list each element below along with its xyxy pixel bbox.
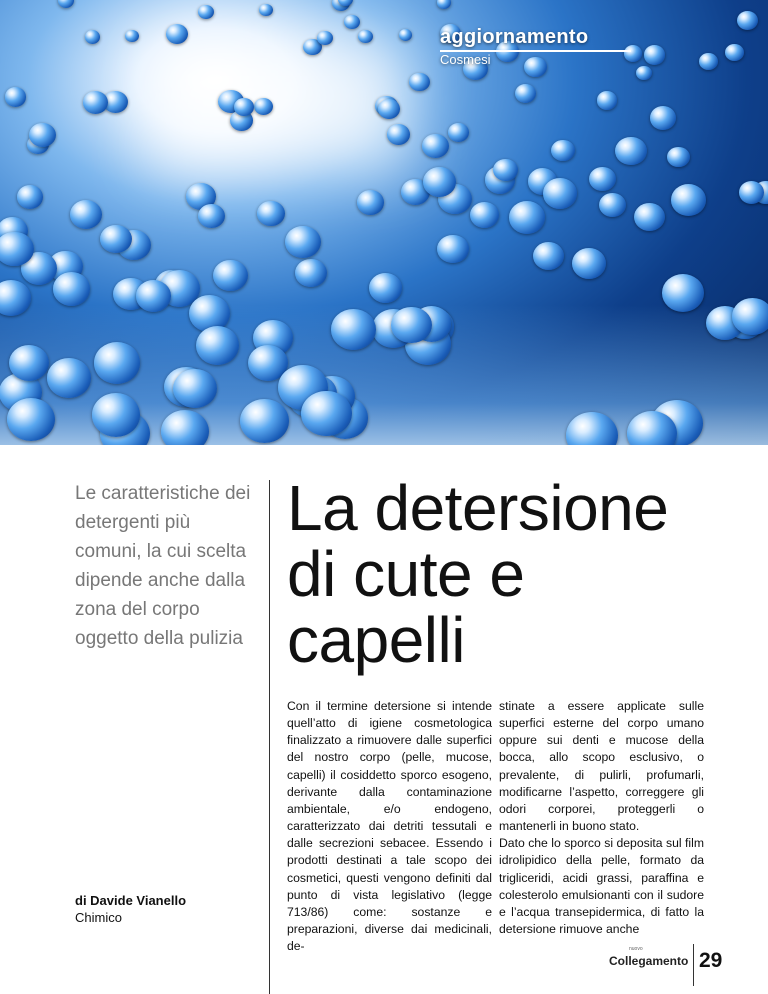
magazine-name: Collegamento <box>609 954 689 968</box>
body-paragraph: Dato che lo sporco si deposita sul film idrolipidico della pelle, formato da trigliceridi, acidi grassi, paraffina e colesterolo emulsionanti con il sudore e l’acqua transepidermica, di fatto la detersione rimuove anche <box>499 836 704 937</box>
water-bubble <box>125 30 139 42</box>
standfirst: Le caratteristiche dei detergenti più comuni, la cui scelta dipende anche dalla zona del corpo oggetto della pulizia <box>75 483 251 649</box>
water-bubble <box>285 226 320 258</box>
byline-author: di Davide Vianello <box>75 893 187 908</box>
magazine-logo-small: nuovo <box>629 946 643 952</box>
water-bubble <box>437 0 451 9</box>
section-subtitle: Cosmesi <box>440 52 491 67</box>
byline-role: Chimico <box>75 910 122 925</box>
water-bubble <box>644 45 666 64</box>
water-bubble <box>732 298 768 334</box>
water-bubble <box>198 204 225 229</box>
water-bubble <box>29 123 56 147</box>
water-bubble <box>437 235 469 263</box>
water-bubble <box>543 178 577 209</box>
water-bubble <box>254 98 273 115</box>
water-bubble <box>533 242 564 270</box>
water-bubble <box>58 0 74 8</box>
water-bubble <box>358 30 373 43</box>
water-bubble <box>47 358 91 397</box>
water-bubble <box>5 87 26 106</box>
water-bubble <box>53 272 90 306</box>
water-bubble <box>725 44 744 61</box>
body-paragraph: stinate a essere applicate sulle superfici esterne del corpo umano oppure sui denti e mucose della bocca, allo scopo esclusivo, o prevalente, di pulirli, profumarli, modificarne l’aspetto, correggere gli odori corporei, proteggerli o mantenerli in buono stato. <box>499 699 704 834</box>
magazine-logo <box>609 946 689 968</box>
section-title <box>440 26 588 49</box>
water-bubble <box>369 273 402 303</box>
water-bubble <box>234 98 254 116</box>
water-bubble <box>198 5 214 20</box>
water-bubble <box>344 15 359 29</box>
page-number: 29 <box>699 949 723 972</box>
water-bubble <box>259 4 273 17</box>
headline-line-3: capelli <box>287 604 465 676</box>
water-bubble <box>737 11 758 30</box>
water-bubble <box>448 123 469 142</box>
body-column-2 <box>499 698 704 938</box>
water-bubble <box>671 184 706 216</box>
water-bubble <box>699 53 718 70</box>
water-bubble <box>572 248 607 279</box>
water-bubble <box>387 124 410 145</box>
water-bubble <box>301 391 351 436</box>
water-bubble <box>213 260 248 292</box>
water-bubble <box>70 200 102 229</box>
footer-divider <box>693 944 694 986</box>
water-bubble <box>624 45 642 61</box>
water-bubble <box>650 106 677 130</box>
water-bubble <box>85 30 100 44</box>
water-bubble <box>597 91 618 110</box>
water-bubble <box>357 190 384 215</box>
water-bubble <box>470 202 499 228</box>
water-bubble <box>331 309 376 349</box>
water-bubble <box>257 201 284 226</box>
water-bubble <box>100 225 132 254</box>
water-bubble <box>636 66 652 80</box>
water-bubble <box>295 259 327 288</box>
water-bubble <box>524 57 546 77</box>
light-glow <box>150 40 410 170</box>
body-paragraph: Con il termine detersione si intende quell’atto di igiene cosmetologica finalizzato a rimuovere dalle superfici del nostro corpo (pelle, mucose, capelli) il cosiddetto sporco esogeno, derivante dalla contaminazione ambientale, e/o endogeno, caratterizzato dai detriti tessutali e dalle secrezioni sebacee. Essendo i prodotti destinati a tale scopo dei cosmetici, questi vengono definiti dal punto di vista legislativo (legge 713/86) come: sostanze e preparazioni, diverse dai medicinali, de- <box>287 699 492 954</box>
water-bubble <box>92 393 140 436</box>
water-bubble <box>166 24 188 44</box>
water-bubble <box>615 137 647 165</box>
water-bubble <box>493 159 518 182</box>
water-bubble <box>422 134 449 158</box>
body-column-1 <box>287 698 492 955</box>
water-bubble <box>17 185 43 209</box>
water-bubble <box>83 91 108 114</box>
water-bubble <box>136 280 171 311</box>
water-bubble <box>391 307 432 343</box>
headline <box>287 472 757 676</box>
water-bubble <box>589 167 616 191</box>
water-bubble <box>409 73 430 92</box>
headline-line-1: La detersione <box>287 472 669 544</box>
water-bubble <box>94 342 141 384</box>
column-divider <box>269 480 270 994</box>
water-bubble <box>423 167 456 197</box>
water-bubble <box>551 140 575 162</box>
headline-line-2: di cute e <box>287 538 525 610</box>
water-bubble <box>634 203 665 231</box>
water-bubble <box>240 399 289 443</box>
water-bubble <box>515 84 536 103</box>
hero-image <box>0 0 768 445</box>
water-bubble <box>662 274 704 312</box>
water-bubble <box>599 193 626 217</box>
water-bubble <box>173 369 217 408</box>
water-bubble <box>509 201 545 233</box>
section-label: aggiornamento <box>440 26 589 48</box>
water-bubble <box>667 147 690 168</box>
